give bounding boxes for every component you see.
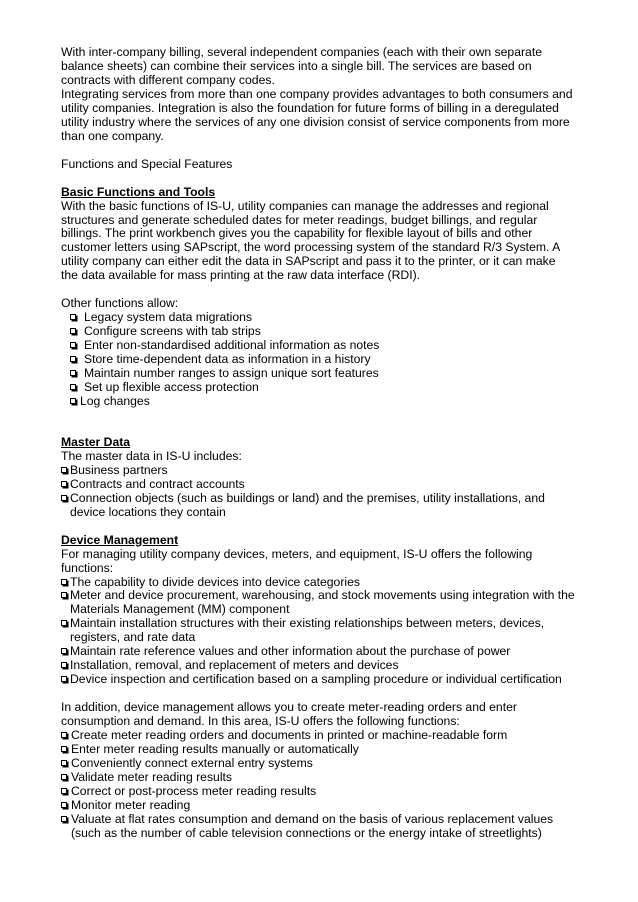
checkbox-bullet-icon <box>61 676 67 682</box>
list-item: Contracts and contract accounts <box>61 478 575 492</box>
checkbox-bullet-icon <box>61 579 67 585</box>
list-item: Device inspection and certification based on a sampling procedure or individual certification <box>61 673 575 687</box>
intro-paragraph-2: Integrating services from more than one company provides advantages to both consumers and utility companies. Integration is also the foundation for future forms of billing in a deregulated utility industry where the services of any one division consist of service components from more than one company. <box>61 86 573 143</box>
checkbox-bullet-icon <box>70 328 76 334</box>
list-item: Maintain installation structures with their existing relationships between meters, devices, registers, and rate data <box>61 617 575 645</box>
document-page <box>61 46 575 841</box>
list-item: Set up flexible access protection <box>61 381 575 395</box>
checkbox-bullet-icon <box>61 620 67 626</box>
checkbox-bullet-icon <box>61 481 67 487</box>
device-management-intro: For managing utility company devices, meters, and equipment, IS-U offers the following functions: <box>61 546 533 575</box>
device-management-addition: In addition, device management allows you to create meter-reading orders and enter consumption and demand. In this area, IS-U offers the following functions: <box>61 700 517 729</box>
list-item: Maintain rate reference values and other information about the purchase of power <box>61 645 575 659</box>
checkbox-bullet-icon <box>61 495 67 501</box>
list-item: Maintain number ranges to assign unique sort features <box>61 367 575 381</box>
master-data-heading: Master Data <box>61 434 131 449</box>
functions-title: Functions and Special Features <box>61 156 233 171</box>
list-item: Enter meter reading results manually or automatically <box>61 743 575 757</box>
checkbox-bullet-icon <box>70 398 76 404</box>
checkbox-bullet-icon <box>61 662 67 668</box>
checkbox-bullet-icon <box>61 760 67 766</box>
checkbox-bullet-icon <box>61 774 67 780</box>
checkbox-bullet-icon <box>61 816 67 822</box>
checkbox-bullet-icon <box>61 746 67 752</box>
other-functions-intro: Other functions allow: <box>61 296 179 311</box>
basic-functions-text: With the basic functions of IS-U, utility companies can manage the addresses and regional structures and generate scheduled dates for meter readings, budget billings, and regular billings. The print workbench gives you the capability for flexible layout of bills and other customer letters using SAPscript, the word processing system of the standard R/3 System. A utility company can either edit the data in SAPscript and pass it to the printer, or it can make the data available for mass printing at the raw data interface (RDI). <box>61 198 560 283</box>
list-item: Conveniently connect external entry systems <box>61 757 575 771</box>
list-item: Create meter reading orders and documents in printed or machine-readable form <box>61 729 575 743</box>
checkbox-bullet-icon <box>61 648 67 654</box>
checkbox-bullet-icon <box>70 314 76 320</box>
device-management-heading: Device Management <box>61 532 179 547</box>
list-item: Monitor meter reading <box>61 799 575 813</box>
checkbox-bullet-icon <box>61 788 67 794</box>
checkbox-bullet-icon <box>70 356 76 362</box>
list-item: Valuate at flat rates consumption and demand on the basis of various replacement values (such as the number of cable television connections or the energy intake of streetlights) <box>61 813 575 841</box>
basic-functions-heading: Basic Functions and Tools <box>61 184 216 199</box>
list-item: Correct or post-process meter reading results <box>61 785 575 799</box>
list-item: Enter non-standardised additional information as notes <box>61 339 575 353</box>
master-data-intro: The master data in IS-U includes: <box>61 448 242 463</box>
list-item: Installation, removal, and replacement of meters and devices <box>61 659 575 673</box>
list-item: Business partners <box>61 464 575 478</box>
checkbox-bullet-icon <box>61 802 67 808</box>
list-item: Connection objects (such as buildings or land) and the premises, utility installations, and device locations they contain <box>61 492 575 520</box>
checkbox-bullet-icon <box>61 592 67 598</box>
list-item: Validate meter reading results <box>61 771 575 785</box>
list-item: Store time-dependent data as information in a history <box>61 353 575 367</box>
intro-paragraph-1: With inter-company billing, several independent companies (each with their own separate balance sheets) can combine their services into a single bill. The services are based on contracts with different company codes. <box>61 45 542 87</box>
list-item: Meter and device procurement, warehousing, and stock movements using integration with the Materials Management (MM) component <box>61 589 575 617</box>
checkbox-bullet-icon <box>70 384 76 390</box>
list-item: Legacy system data migrations <box>61 311 575 325</box>
list-item: The capability to divide devices into device categories <box>61 576 575 590</box>
list-item: Configure screens with tab strips <box>61 325 575 339</box>
checkbox-bullet-icon <box>70 342 76 348</box>
checkbox-bullet-icon <box>61 467 67 473</box>
list-item: Log changes <box>61 395 575 409</box>
checkbox-bullet-icon <box>70 370 76 376</box>
checkbox-bullet-icon <box>61 732 67 738</box>
